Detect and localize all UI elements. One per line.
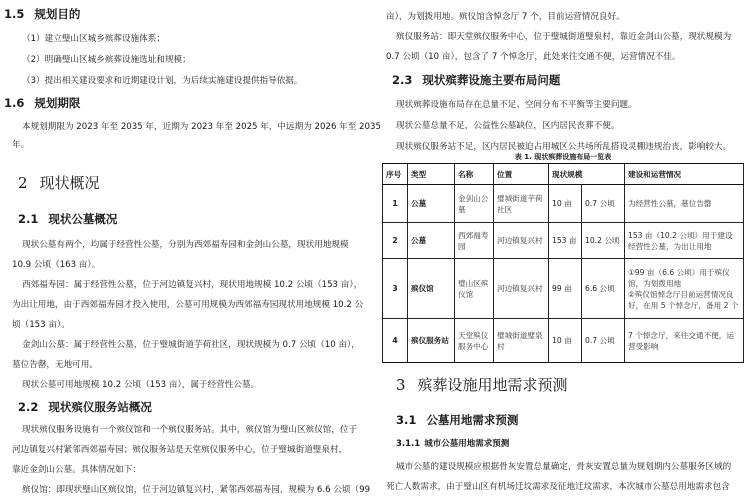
paragraph-line: 顷（153 亩）。	[12, 320, 70, 330]
paragraph-line: 靠近金剑山公墓。具体情况如下：	[12, 465, 141, 475]
paragraph-line: 河边镇复兴村紧邻西郊福寿园；殡仪服务站是天堂殡仪服务中心，位于璧城街道璧泉村，	[12, 445, 348, 455]
col-header: 建设和运营情况	[625, 164, 744, 185]
paragraph-line: 现状公墓有两个，均属于经营性公墓，分别为西郊福寿园和金剑山公墓，现状用地规模	[22, 240, 349, 250]
list-item: （1）建立璧山区城乡殡葬设施体系；	[22, 34, 165, 44]
paragraph-line: 殡仪服务站：即天堂殡仪服务中心，位于璧城街道璧泉村，靠近金剑山公墓，现状规模为	[396, 32, 732, 42]
cell-location: 璧城街道璧泉村	[494, 319, 549, 363]
cell-description: 153 亩（10.2 公顷）用于建设经营性公墓，为出让用地	[625, 223, 744, 259]
cell-no: 4	[383, 319, 408, 363]
cell-size-ha: 10.2 公顷	[582, 223, 625, 259]
cell-no: 2	[383, 223, 408, 259]
cell-type: 殡仪服务站	[408, 319, 455, 363]
cell-size-mu: 10 亩	[549, 185, 582, 223]
cell-name: 西郊福寿园	[455, 223, 494, 259]
col-header: 序号	[383, 164, 408, 185]
list-item: （2）明确璧山区城乡殡葬设施选址和规模；	[22, 55, 191, 65]
cell-type: 殡仪馆	[408, 259, 455, 319]
table-row	[383, 259, 744, 319]
heading-2-3: 2.3 现状殡葬设施主要布局问题	[392, 73, 561, 87]
paragraph: 年。	[12, 140, 30, 150]
heading-3-1-1: 3.1.1 城市公墓用地需求预测	[396, 439, 510, 449]
heading-1-5: 1.5 规划目的	[4, 7, 81, 21]
col-header: 类型	[408, 164, 455, 185]
cell-no: 1	[383, 185, 408, 223]
heading-2-1: 2.1 现状公墓概况	[18, 212, 118, 226]
paragraph-line: 现状殡葬设施布局存在总量不足、空间分布不平衡等主要问题。	[396, 100, 637, 110]
paragraph: 本规划期限为 2023 年至 2035 年，近期为 2023 年至 2025 年，中远期为 2026 年至 2035	[22, 122, 381, 132]
facility-table	[382, 163, 744, 363]
cell-size-mu: 10 亩	[549, 319, 582, 363]
cell-description: 7 个悼念厅，来往交通不便，运营受影响	[625, 319, 744, 363]
cell-size-mu: 153 亩	[549, 223, 582, 259]
paragraph-line: 殡仪馆：即现状璧山区殡仪馆，位于河边镇复兴村，紧邻西郊福寿园，规模为 6.6 公顷（99	[22, 485, 371, 495]
paragraph-line: 为出让用地，由于西郊福寿园才投入使用，公墓可用规模为西郊福寿园现状用地规模 10.2 公	[12, 300, 364, 310]
cell-name: 天堂殡仪服务中心	[455, 319, 494, 363]
cell-description: 为经营性公墓，墓位告罄	[625, 185, 744, 223]
paragraph-line: 金剑山公墓：属于经营性公墓，位于璧城街道芋荷社区，现状规模为 0.7 公顷（10 亩），	[22, 340, 360, 350]
paragraph-line: 城市公墓的建设规模应根据骨灰安置总量确定，骨灰安置总量为规划期内公墓服务区域的	[396, 462, 732, 472]
cell-name: 璧山区殡仪馆	[455, 259, 494, 319]
cell-location: 河边镇复兴村	[494, 223, 549, 259]
heading-2-2: 2.2 现状殡仪服务站概况	[18, 400, 152, 414]
cell-type: 公墓	[408, 223, 455, 259]
col-header: 位置	[494, 164, 549, 185]
table-row	[383, 319, 744, 363]
table-row	[383, 185, 744, 223]
heading-1-6: 1.6 规划期限	[4, 96, 81, 110]
col-header: 现状规模	[549, 164, 625, 185]
cell-location: 璧城街道芋荷社区	[494, 185, 549, 223]
paragraph-line: 0.7 公顷（10 亩），包含了 7 个悼念厅，此处来往交通不便，运营情况不佳。	[386, 52, 681, 62]
table-row	[383, 223, 744, 259]
paragraph-line: 10.9 公顷（163 亩）。	[12, 260, 101, 270]
paragraph-line: 现状殡仪服务站不足，区内居民被迫占用城区公共场所乱搭设灵棚违规治丧，影响较大。	[396, 142, 732, 152]
paragraph-line: 现状公墓可用地规模 10.2 公顷（153 亩），属于经营性公墓。	[22, 380, 260, 390]
list-item: （3）提出相关建设要求和近期建设计划，为后续实施建设提供指导依据。	[22, 76, 303, 86]
cell-description: ①99 亩（6.6 公顷）用于殡仪馆，为划拨用地 ②殡仪馆悼念厅目前运营情况良好，在用 5 个悼念厅，备用 2 个	[625, 259, 744, 319]
paragraph-line: 西郊福寿园：属于经营性公墓，位于河边镇复兴村，现状用地规模 10.2 公顷（153 亩），	[22, 280, 363, 290]
cell-size-ha: 0.7 公顷	[582, 319, 625, 363]
cell-location: 河边镇复兴村	[494, 259, 549, 319]
paragraph-line: 墓位告罄，无地可用。	[12, 360, 98, 370]
table-header-row	[383, 164, 744, 185]
cell-no: 3	[383, 259, 408, 319]
heading-3-1: 3.1 公墓用地需求预测	[396, 413, 519, 427]
cell-size-mu: 99 亩	[549, 259, 582, 319]
cell-name: 金剑山公墓	[455, 185, 494, 223]
chapter-3-heading: 3 殡葬设施用地需求预测	[396, 376, 568, 394]
table-caption: 表 1. 现状殡葬设施布局一览表	[514, 153, 612, 161]
paragraph-line: 亩），为划拨用地。殡仪馆含悼念厅 7 个，目前运营情况良好。	[386, 12, 625, 22]
cell-size-ha: 0.7 公顷	[582, 185, 625, 223]
chapter-2-heading: 2 现状概况	[18, 174, 100, 192]
paragraph-line: 现状殡仪服务设施有一个殡仪馆和一个殡仪服务站。其中，殡仪馆为璧山区殡仪馆，位于	[22, 425, 358, 435]
paragraph-line: 死亡人数需求，由于璧山区有机场迁坟需求及征地迁坟需求，本次城市公墓总用地需求包含	[386, 482, 730, 492]
cell-type: 公墓	[408, 185, 455, 223]
col-header: 名称	[455, 164, 494, 185]
paragraph-line: 现状公墓总量不足，公益性公墓缺位，区内居民丧葬不便。	[396, 121, 620, 131]
cell-size-ha: 6.6 公顷	[582, 259, 625, 319]
